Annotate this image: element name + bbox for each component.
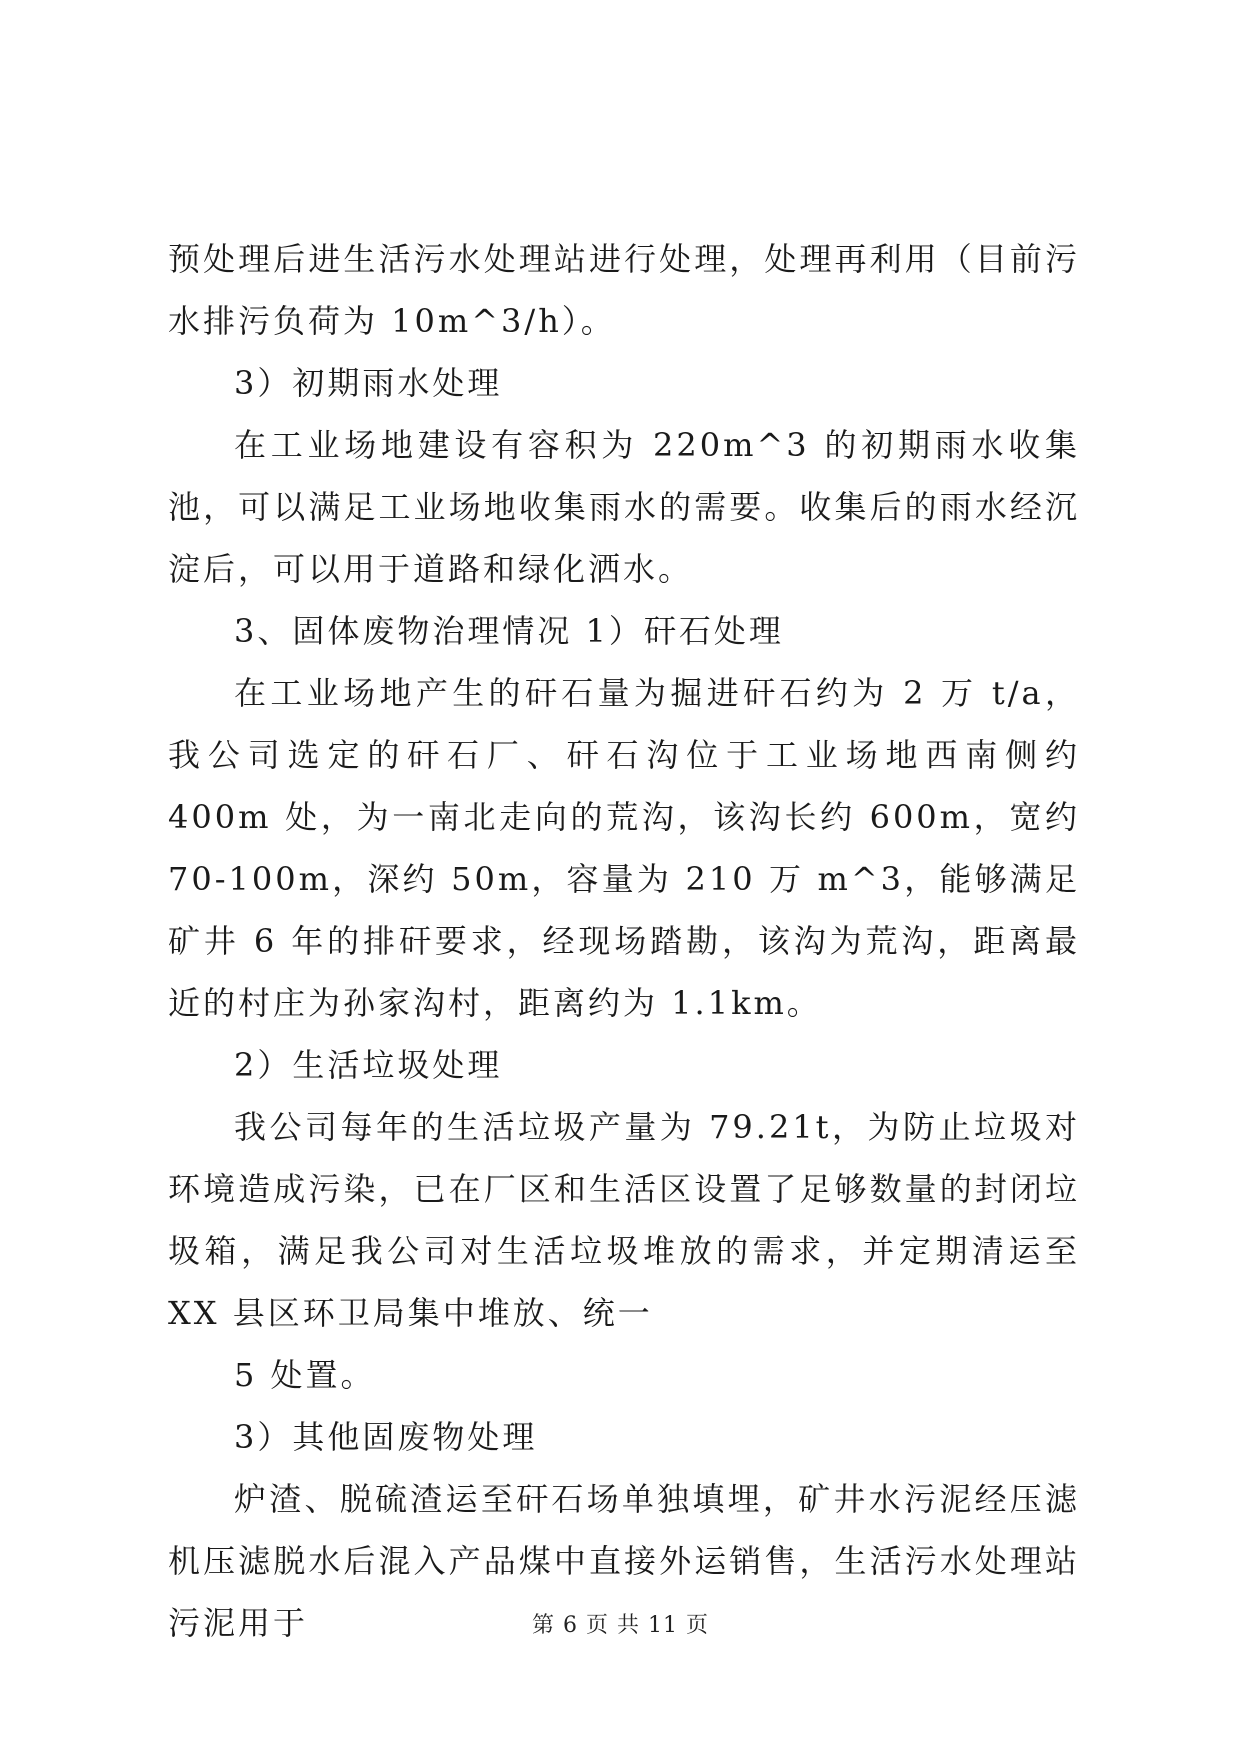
paragraph-disposal-fragment: 5 处置。 <box>234 1356 376 1394</box>
paragraph-rainwater: 在工业场地建设有容积为 220m^3 的初期雨水收集池，可以满足工业场地收集雨水的需要。收集后的雨水经沉淀后，可以用于道路和绿化洒水。 <box>168 426 1080 588</box>
section-heading-initial-rainwater: 3）初期雨水处理 <box>234 364 503 402</box>
paragraph-other-waste: 炉渣、脱硫渣运至矸石场单独填埋，矿井水污泥经压滤机压滤脱水后混入产品煤中直接外运销售，生活污水处理站污泥用于 <box>168 1480 1080 1642</box>
section-heading-solid-waste: 3、固体废物治理情况 1）矸石处理 <box>234 612 784 650</box>
section-heading-other-waste: 3）其他固废物处理 <box>234 1418 538 1456</box>
body-text <box>168 228 1080 1654</box>
section-heading-domestic-waste: 2）生活垃圾处理 <box>234 1046 503 1084</box>
paragraph-gangue: 在工业场地产生的矸石量为掘进矸石约为 2 万 t/a，我公司选定的矸石厂、矸石沟位于工业场地西南侧约 400m 处，为一南北走向的荒沟，该沟长约 600m，宽约 70-100m，深约 50m，容量为 210 万 m^3，能够满足矿井 6 年的排矸要求，经现场踏勘，该沟为荒沟，距离最近的村庄为孙家沟村，距离约为 1.1km。 <box>168 674 1080 1022</box>
paragraph-continuation: 预处理后进生活污水处理站进行处理，处理再利用（目前污水排污负荷为 10m^3/h）。 <box>168 240 1080 340</box>
page-footer: 第 6 页 共 11 页 <box>532 1613 709 1638</box>
paragraph-domestic-waste: 我公司每年的生活垃圾产量为 79.21t，为防止垃圾对环境造成污染，已在厂区和生活区设置了足够数量的封闭垃圾箱，满足我公司对生活垃圾堆放的需求，并定期清运至 XX 县区环卫局集中堆放、统一 <box>168 1108 1080 1332</box>
